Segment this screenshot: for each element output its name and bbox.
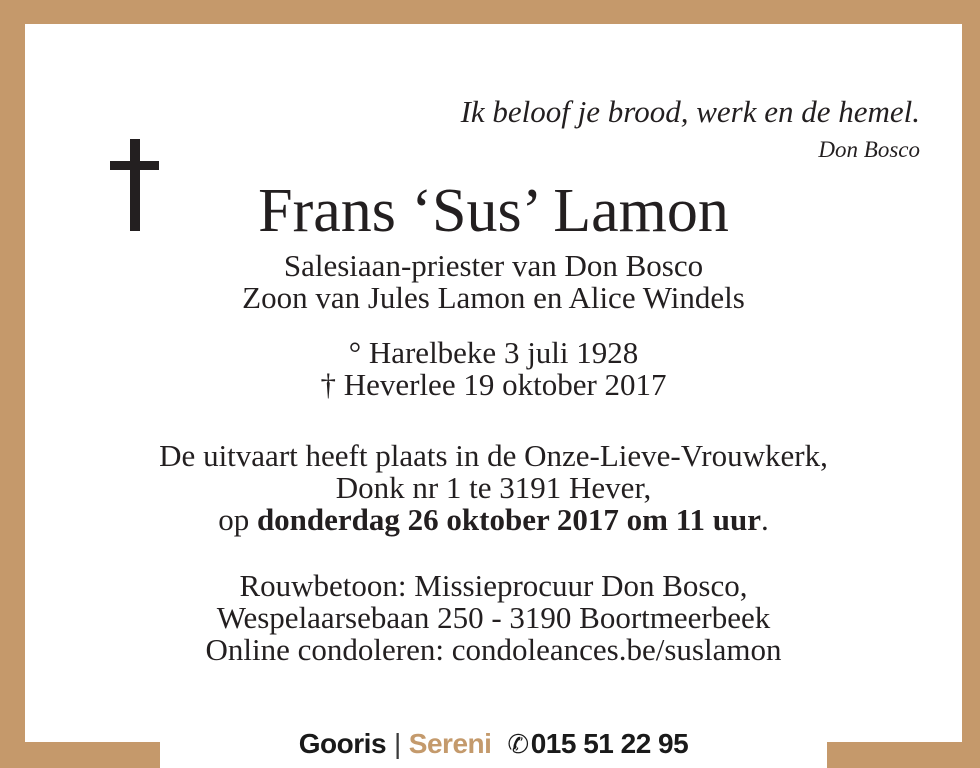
quote-attribution: Don Bosco [818,137,920,162]
quote-text: Ik beloof je brood, werk en de hemel. [460,94,920,129]
funeral-datetime [25,504,962,536]
condolences-online: Online condoleren: condoleances.be/suslamon [205,632,782,667]
funeral-home-footer [160,728,827,760]
cross-horizontal-bar [110,161,159,170]
footer-brand-sereni: Sereni [408,728,492,759]
life-dates [25,337,962,401]
frame-top-border [0,0,980,24]
footer-brand-gooris: Gooris [298,728,387,759]
frame-bottom-right-border [827,742,980,768]
phone-number: 015 51 22 95 [530,728,689,759]
frame-bottom-left-border [0,742,160,768]
phone-icon: ✆ [507,729,529,759]
funeral-datetime-prefix: op [218,502,257,537]
funeral-datetime-suffix: . [761,502,769,537]
funeral-details [25,440,962,536]
condolences-contact: Rouwbetoon: Missieprocuur Don Bosco, [239,568,748,603]
death-date: † Heverlee 19 oktober 2017 [320,367,667,402]
footer-separator: | [394,728,401,759]
deceased-name: Frans ‘Sus’ Lamon [258,177,729,245]
quote-block [461,95,920,162]
frame-right-border [962,0,980,768]
deceased-parents: Zoon van Jules Lamon en Alice Windels [242,280,745,315]
condolences-address: Wespelaarsebaan 250 - 3190 Boortmeerbeek [216,600,771,635]
condolences-details [25,570,962,666]
footer-phone [507,728,688,759]
birth-date: ° Harelbeke 3 juli 1928 [348,335,639,370]
funeral-datetime-bold: donderdag 26 oktober 2017 om 11 uur [256,502,762,537]
funeral-address: Donk nr 1 te 3191 Hever, [335,470,652,505]
frame-left-border [0,0,25,768]
deceased-subtitle [25,250,962,314]
deceased-role: Salesiaan-priester van Don Bosco [283,248,704,283]
funeral-church: De uitvaart heeft plaats in de Onze-Lieve-Vrouwkerk, [159,438,828,473]
